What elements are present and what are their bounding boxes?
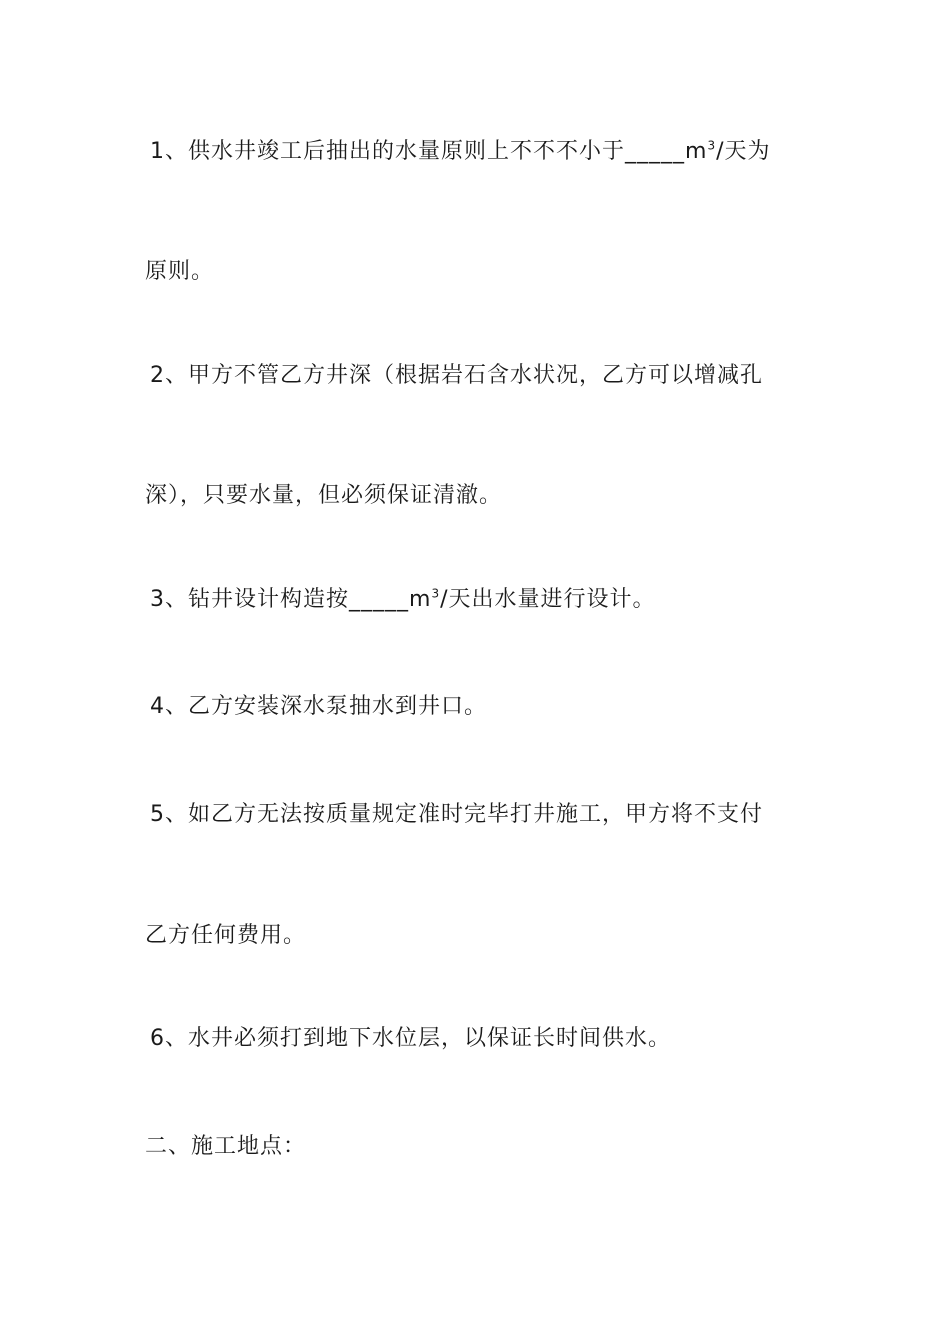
item-3-text-end: /天出水量进行设计。 <box>440 587 656 612</box>
item-1-text: 1、供水井竣工后抽出的水量原则上不不不小于_____m <box>150 139 708 164</box>
section-2-heading: 二、施工地点： <box>145 1134 307 1159</box>
item-1-superscript: 3 <box>707 138 717 153</box>
item-1-line <box>150 137 771 167</box>
item-1-text-end: /天为 <box>716 139 771 164</box>
item-4-line: 4、乙方安装深水泵抽水到井口。 <box>150 694 487 719</box>
item-3-line <box>150 585 656 615</box>
item-5-continuation: 乙方任何费用。 <box>145 923 307 948</box>
item-3-text: 3、钻井设计构造按_____m <box>150 587 432 612</box>
item-3-superscript: 3 <box>431 586 441 601</box>
item-1-continuation: 原则。 <box>145 259 215 284</box>
item-2-continuation: 深），只要水量，但必须保证清澈。 <box>145 483 503 508</box>
item-5-line: 5、如乙方无法按质量规定准时完毕打井施工，甲方将不支付 <box>150 802 763 827</box>
item-6-line: 6、水井必须打到地下水位层，以保证长时间供水。 <box>150 1026 671 1051</box>
item-2-line: 2、甲方不管乙方井深（根据岩石含水状况，乙方可以增减孔 <box>150 363 763 388</box>
